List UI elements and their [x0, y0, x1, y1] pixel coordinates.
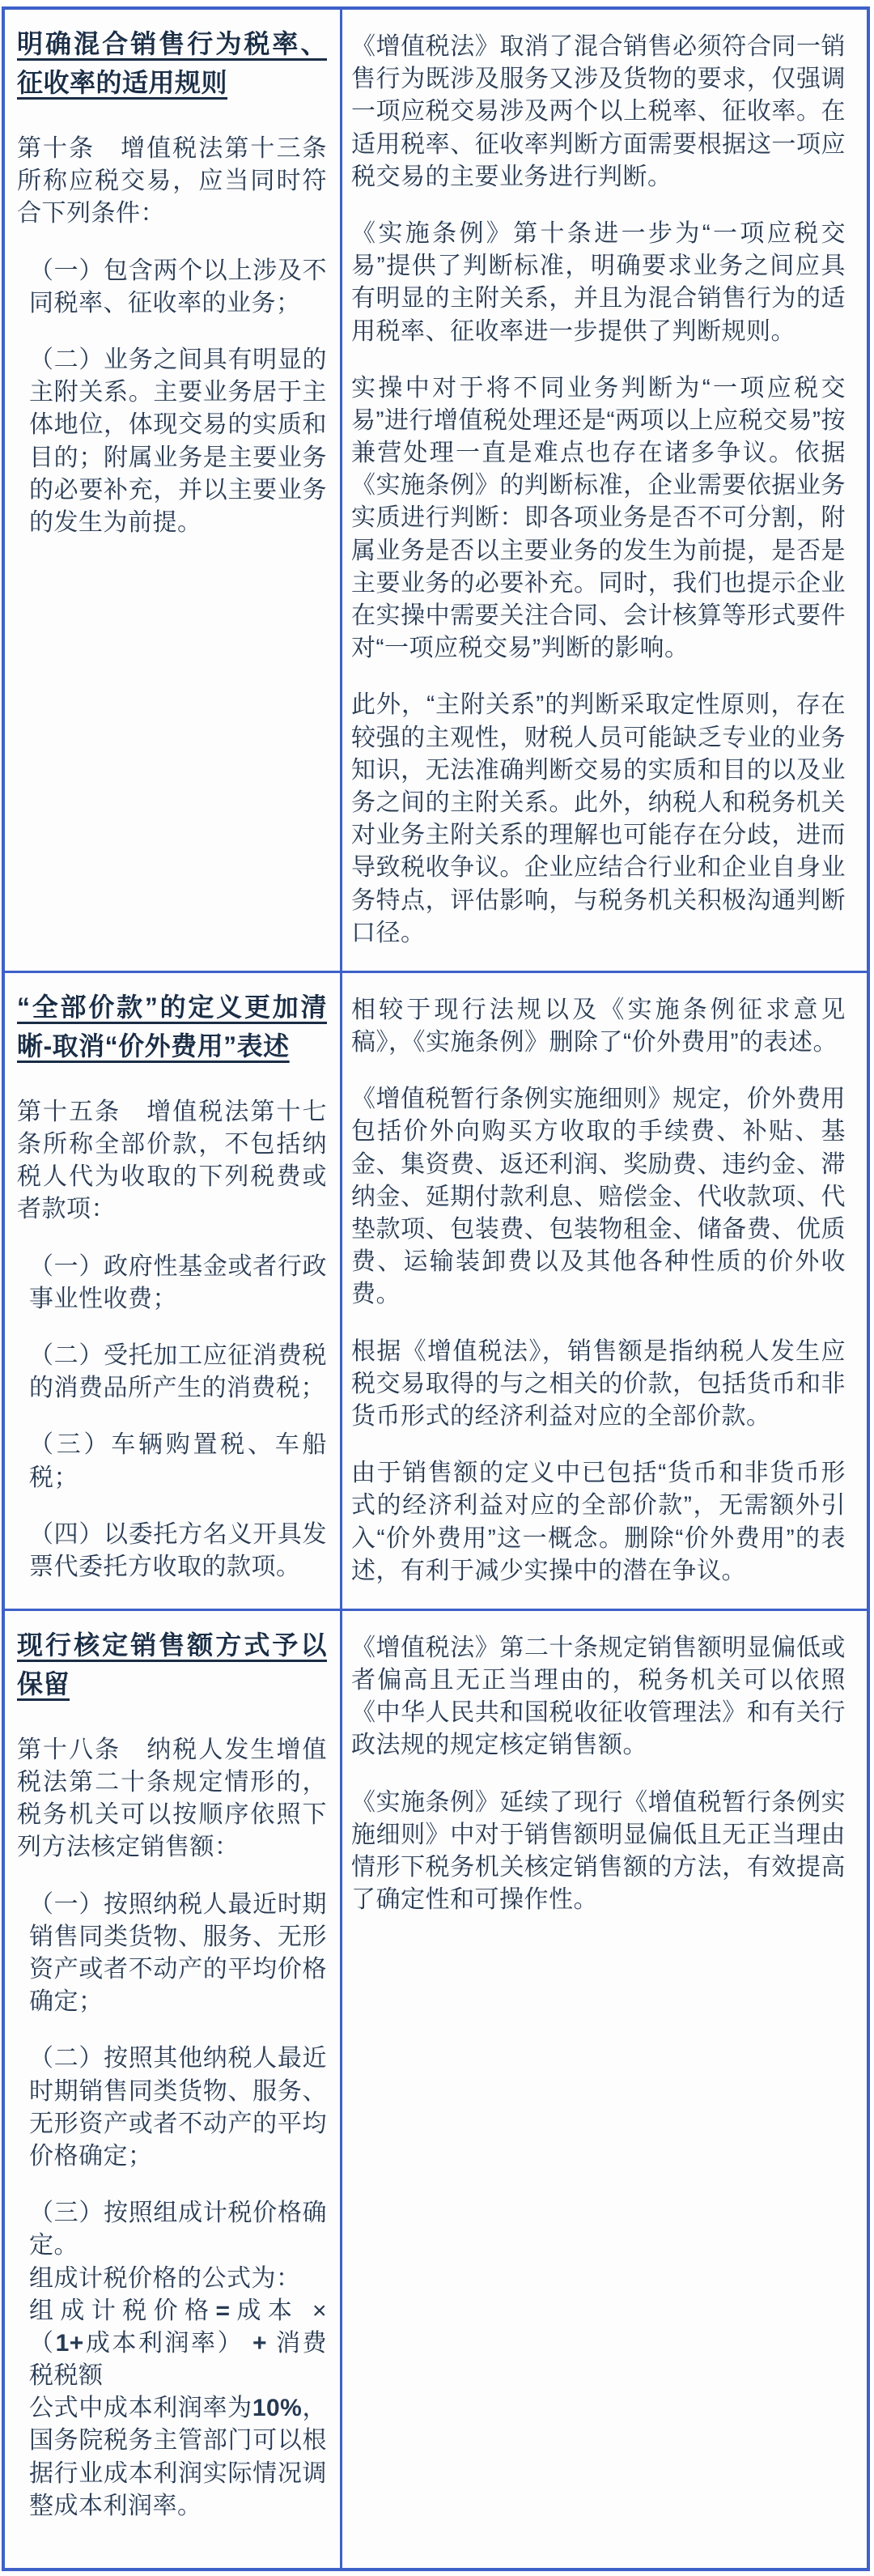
commentary-paragraph: 此外，“主附关系”的判断采取定性原则，存在较强的主观性，财税人员可能缺乏专业的业务知识，无法准确判断交易的实质和目的以及业务之间的主附关系。此外，纳税人和税务机关对业务主附关系的理解也可能存在分歧，进而导致税收争议。企业应结合行业和企业自身业务特点，评估影响，与税务机关积极沟通判断口径。 — [351, 691, 846, 946]
table-row-total-price — [5, 971, 867, 1609]
law-item-1: （一）政府性基金或者行政事业性收费； — [29, 1252, 327, 1312]
formula-plus: + — [244, 2329, 276, 2357]
law-item-1: （一）包含两个以上涉及不同税率、征收率的业务； — [29, 257, 327, 317]
law-item-3: （三）车辆购置税、车船税； — [29, 1431, 327, 1491]
formula-profit-rate: 成本利润率） — [83, 2329, 244, 2357]
note-post: ，国务院税务主管部门可以根据行业成本利润实际情况调整成本利润率。 — [29, 2395, 328, 2519]
commentary-paragraph: 实操中对于将不同业务判断为“一项应税交易”进行增值税处理还是“两项以上应税交易”按兼营处理一直是难点也存在诸多争议。依据《实施条例》的判断标准，企业需要依据业务实质进行判断：即各项业务是否不可分割，附属业务是否以主要业务的发生为前提，是否是主要业务的必要补充。同时，我们也提示企业在实操中需要关注合同、会计核算等形式要件对“一项应税交易”判断的影响。 — [351, 374, 846, 662]
commentary-paragraph: 由于销售额的定义中已包括“货币和非货币形式的经济利益对应的全部价款”，无需额外引入“价外费用”这一概念。删除“价外费用”的表述，有利于减少实操中的潜在争议。 — [351, 1460, 846, 1584]
commentary-paragraph: 相较于现行法规以及《实施条例征求意见稿》，《实施条例》删除了“价外费用”的表述。 — [351, 996, 846, 1056]
note-pre: 公式中成本利润率为 — [29, 2395, 252, 2422]
formula-note — [29, 2392, 327, 2523]
law-item-2: （二）按照其他纳税人最近时期销售同类货物、服务、无形资产或者不动产的平均价格确定； — [29, 2045, 327, 2170]
commentary-paragraph: 《增值税法》第二十条规定销售额明显偏低或者偏高且无正当理由的，税务机关可以依照《中华人民共和国税收征收管理法》和有关行政法规的规定核定销售额。 — [351, 1634, 846, 1759]
commentary-cell — [342, 10, 867, 971]
law-item-4: （四）以委托方名义开具发票代委托方收取的款项。 — [29, 1520, 327, 1580]
law-item-1: （一）按照纳税人最近时期销售同类货物、服务、无形资产或者不动产的平均价格确定； — [29, 1890, 327, 2016]
law-item-3 — [17, 2197, 327, 2523]
note-percentage: 10% — [252, 2395, 303, 2422]
law-text-cell — [5, 10, 342, 971]
law-text-cell — [5, 1611, 342, 2568]
commentary-paragraph: 《实施条例》延续了现行《增值税暂行条例实施细则》中对于销售额明显偏低且无正当理由情形下税务机关核定销售额的方法，有效提高了确定性和可操作性。 — [351, 1788, 846, 1914]
law-text-cell — [5, 973, 342, 1609]
analysis-table — [2, 6, 870, 2571]
formula-cost: 成本 ×（ — [29, 2297, 327, 2357]
section-heading: 现行核定销售额方式予以保留 — [17, 1630, 327, 1698]
law-item-2: （二）业务之间具有明显的主附关系。主要业务居于主体地位，体现交易的实质和目的；附属业务是主要业务的必要补充，并以主要业务的发生为前提。 — [29, 346, 327, 536]
formula-one-plus: 1+ — [55, 2329, 84, 2357]
section-heading: 明确混合销售行为税率、征收率的适用规则 — [17, 29, 327, 97]
tax-price-formula — [29, 2295, 327, 2393]
law-intro-paragraph: 第十八条 纳税人发生增值税法第二十条规定情形的，税务机关可以按顺序依照下列方法核定销售额： — [17, 1736, 327, 1861]
law-item-2: （二）受托加工应征消费税的消费品所产生的消费税； — [29, 1342, 327, 1402]
table-row-deemed-sales — [5, 1609, 867, 2568]
commentary-paragraph: 《增值税法》取消了混合销售必须符合同一销售行为既涉及服务又涉及货物的要求，仅强调一项应税交易涉及两个以上税率、征收率。在适用税率、征收率判断方面需要根据这一项应税交易的主要业务进行判断。 — [351, 33, 846, 190]
commentary-cell — [342, 1611, 867, 2568]
commentary-cell — [342, 973, 867, 1609]
commentary-paragraph: 《增值税暂行条例实施细则》规定，价外费用包括价外向购买方收取的手续费、补贴、基金、集资费、返还利润、奖励费、违约金、滞纳金、延期付款利息、赔偿金、代收款项、代垫款项、包装费、包装物租金、储备费、优质费、运输装卸费以及其他各种性质的价外收费。 — [351, 1086, 846, 1308]
formula-equals: = — [215, 2297, 231, 2324]
law-intro-paragraph: 第十条 增值税法第十三条所称应税交易，应当同时符合下列条件： — [17, 135, 327, 227]
commentary-paragraph: 《实施条例》第十条进一步为“一项应税交易”提供了判断标准，明确要求业务之间应具有明显的主附关系，并且为混合销售行为的适用税率、征收率进一步提供了判断规则。 — [351, 219, 846, 345]
formula-consumption-tax: 消费税税额 — [29, 2329, 328, 2390]
law-intro-paragraph: 第十五条 增值税法第十七条所称全部价款，不包括纳税人代为收取的下列税费或者款项： — [17, 1098, 327, 1223]
table-row-mixed-sales — [5, 10, 867, 971]
commentary-paragraph: 根据《增值税法》，销售额是指纳税人发生应税交易取得的与之相关的价款，包括货币和非货币形式的经济利益对应的全部价款。 — [351, 1337, 846, 1430]
law-item-3-line: 组成计税价格的公式为： — [29, 2264, 301, 2292]
section-heading: “全部价款”的定义更加清晰-取消“价外费用”表述 — [17, 992, 327, 1061]
law-item-3-line: （三）按照组成计税价格确定。 — [29, 2200, 327, 2259]
formula-lhs: 组成计税价格 — [29, 2297, 216, 2324]
